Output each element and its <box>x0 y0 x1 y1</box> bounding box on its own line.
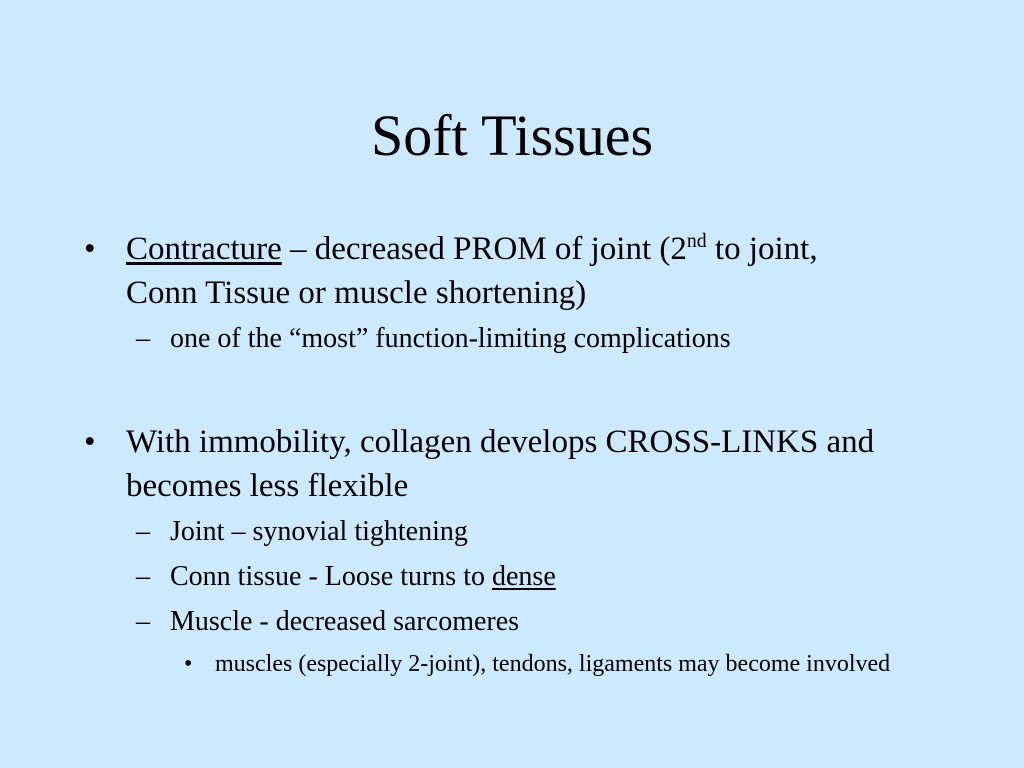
sub-bullet-joint <box>136 515 896 549</box>
bullet-text: With immobility, collagen develops CROSS-LINKS and becomes less flexible <box>126 424 875 504</box>
sub-bullet-text: Joint – synovial tightening <box>170 516 468 547</box>
dash-icon: – <box>136 561 150 592</box>
sub-bullet-conn-tissue <box>136 560 896 594</box>
bullet-immobility <box>84 420 884 508</box>
slide-title: Soft Tissues <box>370 103 654 168</box>
bullet-contracture <box>84 227 884 315</box>
bullet-dot-icon: • <box>84 231 96 267</box>
bullet-dot-icon: • <box>84 424 96 460</box>
sub-bullet-complications <box>136 322 896 356</box>
sub-bullet-text-part: Conn tissue - Loose turns to <box>170 561 492 592</box>
dash-icon: – <box>136 323 150 354</box>
sub-bullet-text: one of the “most” function-limiting complications <box>170 323 731 354</box>
superscript-nd: nd <box>686 230 707 252</box>
sub-bullet-text <box>170 560 896 594</box>
bullet-text <box>126 227 884 315</box>
dash-icon: – <box>136 516 150 547</box>
sub-bullet-text: Muscle - decreased sarcomeres <box>170 606 520 637</box>
dash-icon: – <box>136 606 150 637</box>
sub-bullet-muscle <box>136 605 896 639</box>
bullet-text-part: – decreased PROM of joint (2 <box>281 231 687 267</box>
term-dense: dense <box>492 561 556 592</box>
term-contracture: Contracture <box>126 231 282 267</box>
bullet-text-part: to joint, Conn Tissue or muscle shortening) <box>126 231 818 311</box>
bullet-dot-icon: • <box>184 651 193 677</box>
sub-sub-bullet-text: muscles (especially 2-joint), tendons, ligaments may become involved <box>215 651 891 677</box>
sub-sub-bullet-involved <box>184 649 924 679</box>
